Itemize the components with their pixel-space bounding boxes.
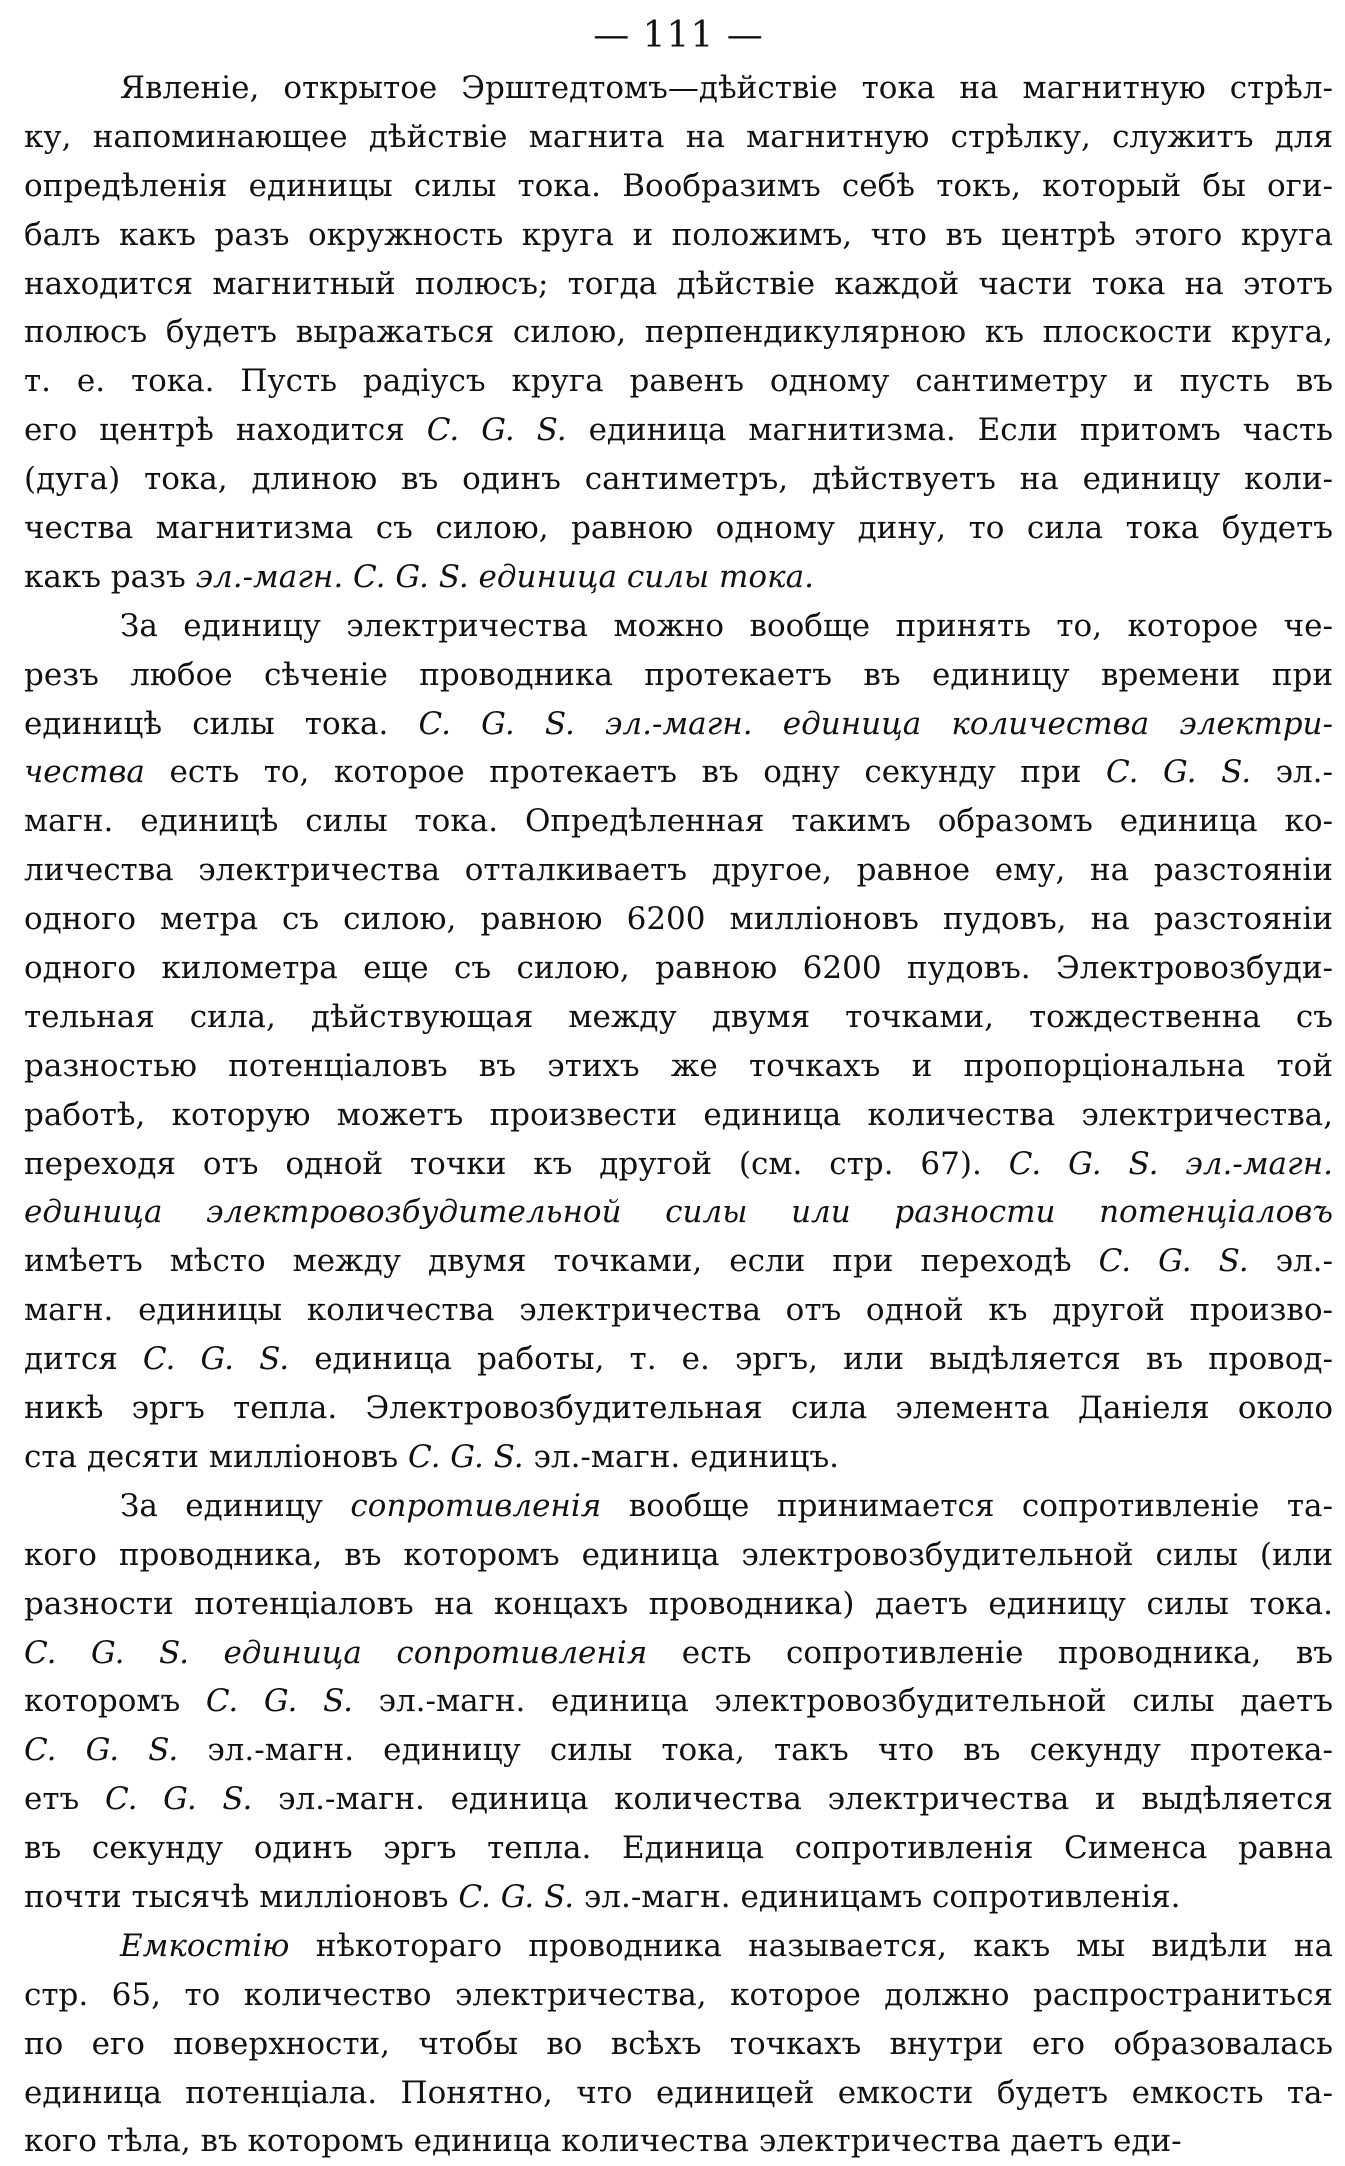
text: эл.-магн. единица количества электричества и выдѣляется <box>252 1781 1333 1818</box>
text-line <box>24 1677 1333 1726</box>
text-line <box>24 993 1333 1042</box>
text-line <box>24 700 1333 749</box>
paragraph <box>24 602 1333 1482</box>
italic-text: C. G. S. единица сопротивленія <box>24 1634 648 1671</box>
text-line <box>24 455 1333 504</box>
text: За единицу <box>120 1487 351 1524</box>
text-line <box>24 748 1333 797</box>
text-line <box>24 651 1333 700</box>
text: единица магнитизма. Если притомъ часть <box>566 412 1333 449</box>
paragraph <box>24 1922 1333 2166</box>
text: единица работы, т. е. эргъ, или выдѣляется въ провод- <box>289 1341 1333 1378</box>
text-line <box>24 2020 1333 2069</box>
text-line <box>24 1042 1333 1091</box>
text: есть сопротивленіе проводника, въ <box>647 1634 1333 1671</box>
text: есть то, которое протекаетъ въ одну секунду при <box>144 754 1106 791</box>
text: разности потенціаловъ на концахъ проводника) даетъ единицу силы тока. <box>24 1585 1333 1622</box>
text-line <box>24 944 1333 993</box>
text: магн. единицѣ силы тока. Опредѣленная такимъ образомъ единица ко- <box>24 803 1333 840</box>
text: имѣетъ мѣсто между двумя точками, если при переходѣ <box>24 1243 1099 1280</box>
text-line <box>24 1091 1333 1140</box>
text: работѣ, которую можетъ произвести единица количества электричества, <box>24 1096 1333 1133</box>
text-line <box>24 797 1333 846</box>
text: вообще принимается сопротивленіе та- <box>601 1487 1333 1524</box>
italic-text: единица электровозбудительной силы или разности потенціаловъ <box>24 1194 1333 1231</box>
text-line <box>24 2117 1333 2166</box>
paragraph <box>24 64 1333 602</box>
text-line <box>24 406 1333 455</box>
text-line <box>24 504 1333 553</box>
text-line <box>24 260 1333 309</box>
page-number: — 111 — <box>593 15 764 56</box>
text-line <box>24 162 1333 211</box>
text-line <box>24 308 1333 357</box>
text: по его поверхности, чтобы во всѣхъ точкахъ внутри его образовалась <box>24 2025 1333 2062</box>
text-body <box>24 64 1333 2166</box>
text: етъ <box>24 1781 105 1818</box>
text-line <box>24 357 1333 406</box>
italic-text: C. G. S. эл.-магн. единица количества электри- <box>418 705 1333 742</box>
text: переходя отъ одной точки къ другой (см. стр. 67). <box>24 1145 1009 1182</box>
text: полюсъ будетъ выражаться силою, перпендикулярною къ плоскости круга, <box>24 314 1333 351</box>
text: балъ какъ разъ окружность круга и положимъ, что въ центрѣ этого круга <box>24 216 1333 253</box>
italic-text: чества <box>24 754 145 791</box>
text: Явленіе, открытое Эрштедтомъ—дѣйствіе тока на магнитную стрѣл- <box>120 70 1333 106</box>
text: ста десяти милліоновъ <box>24 1438 408 1475</box>
text-line <box>24 113 1333 162</box>
text-line <box>24 895 1333 944</box>
italic-text: эл.-магн. C. G. S. единица силы тока. <box>195 558 814 595</box>
text-line <box>24 1286 1333 1335</box>
text: одного километра еще съ силою, равною 6200 пудовъ. Электровозбуди- <box>24 950 1333 987</box>
text: За единицу электричества можно вообще принять то, которое че- <box>120 607 1333 644</box>
text: которомъ <box>24 1683 206 1720</box>
text-line <box>24 211 1333 260</box>
italic-text: C. G. S. <box>104 1781 253 1818</box>
text: эл.- <box>1251 754 1333 791</box>
text-line <box>24 1188 1333 1237</box>
text-line <box>24 1384 1333 1433</box>
text-line <box>24 1433 1333 1482</box>
text-line <box>24 64 1333 113</box>
text-line <box>24 1824 1333 1873</box>
text-line <box>24 1971 1333 2020</box>
italic-text: C. G. S. <box>142 1341 290 1378</box>
text: находится магнитный полюсъ; тогда дѣйствіе каждой части тока на этотъ <box>24 265 1333 302</box>
text-line <box>24 1873 1333 1922</box>
italic-text: C. G. S. <box>458 1878 575 1915</box>
text: опредѣленія единицы силы тока. Вообразимъ себѣ токъ, который бы оги- <box>24 167 1333 204</box>
text: стр. 65, то количество электричества, которое должно распространиться <box>24 1976 1333 2013</box>
text: эл.- <box>1248 1243 1333 1280</box>
text-line <box>24 1775 1333 1824</box>
text-line <box>24 846 1333 895</box>
text: никѣ эргъ тепла. Электровозбудительная сила элемента Даніеля около <box>24 1390 1333 1427</box>
text-line <box>24 602 1333 651</box>
text: эл.-магн. единица электровозбудительной силы даетъ <box>353 1683 1333 1720</box>
text: разностью потенціаловъ въ этихъ же точкахъ и пропорціональна той <box>24 1047 1333 1084</box>
paragraph <box>24 1482 1333 1922</box>
italic-text: C. G. S. <box>1098 1243 1249 1280</box>
italic-text: сопротивленія <box>350 1487 602 1524</box>
text-line <box>24 1531 1333 1580</box>
text: тельная сила, дѣйствующая между двумя точками, тождественна съ <box>24 998 1333 1035</box>
text-line <box>24 553 1333 602</box>
italic-text: C. G. S. эл.-магн. <box>1008 1145 1333 1182</box>
text: чества магнитизма съ силою, равною одному дину, то сила тока будетъ <box>24 510 1333 547</box>
italic-text: C. G. S. <box>426 412 567 449</box>
text: т. е. тока. Пусть радіусъ круга равенъ одному сантиметру и пусть въ <box>24 363 1333 400</box>
text: его центрѣ находится <box>24 412 427 449</box>
italic-text: Емкостію <box>120 1927 290 1964</box>
text-line <box>24 2069 1333 2118</box>
text: нѣкотораго проводника называется, какъ мы видѣли на <box>289 1927 1333 1964</box>
text-line <box>24 1629 1333 1678</box>
italic-text: C. G. S. <box>407 1438 524 1475</box>
italic-text: C. G. S. <box>1106 754 1252 791</box>
text: кого проводника, въ которомъ единица электровозбудительной силы (или <box>24 1536 1333 1573</box>
text-line <box>24 1482 1333 1531</box>
text: (дуга) тока, длиною въ одинъ сантиметръ, дѣйствуетъ на единицу коли- <box>24 461 1333 498</box>
text: въ секунду одинъ эргъ тепла. Единица сопротивленія Сименса равна <box>24 1830 1333 1867</box>
text: эл.-магн. единицу силы тока, такъ что въ секунду протека- <box>178 1732 1333 1769</box>
text: эл.-магн. единицъ. <box>523 1438 840 1475</box>
text-line <box>24 1335 1333 1384</box>
text: кого тѣла, въ которомъ единица количества электричества даетъ еди- <box>24 2123 1182 2160</box>
text: резъ любое сѣченіе проводника протекаетъ въ единицу времени при <box>24 656 1333 693</box>
text: почти тысячѣ милліоновъ <box>24 1878 459 1915</box>
text: одного метра съ силою, равною 6200 милліоновъ пудовъ, на разстояніи <box>24 901 1333 938</box>
text: ку, напоминающее дѣйствіе магнита на магнитную стрѣлку, служитъ для <box>24 118 1333 155</box>
text: магн. единицы количества электричества отъ одной къ другой произво- <box>24 1292 1333 1329</box>
italic-text: C. G. S. <box>205 1683 354 1720</box>
text: дится <box>24 1341 143 1378</box>
text: эл.-магн. единицамъ сопротивленія. <box>574 1878 1181 1915</box>
text-line <box>24 1726 1333 1775</box>
text-line <box>24 1580 1333 1629</box>
text: какъ разъ <box>24 558 196 595</box>
text-line <box>24 1237 1333 1286</box>
text: личества электричества отталкиваетъ другое, равное ему, на разстояніи <box>24 852 1333 889</box>
text-line <box>24 1140 1333 1189</box>
italic-text: C. G. S. <box>24 1732 179 1769</box>
text: единицѣ силы тока. <box>24 705 419 742</box>
text: единица потенціала. Понятно, что единицей емкости будетъ емкость та- <box>24 2074 1333 2111</box>
text-line <box>24 1922 1333 1971</box>
